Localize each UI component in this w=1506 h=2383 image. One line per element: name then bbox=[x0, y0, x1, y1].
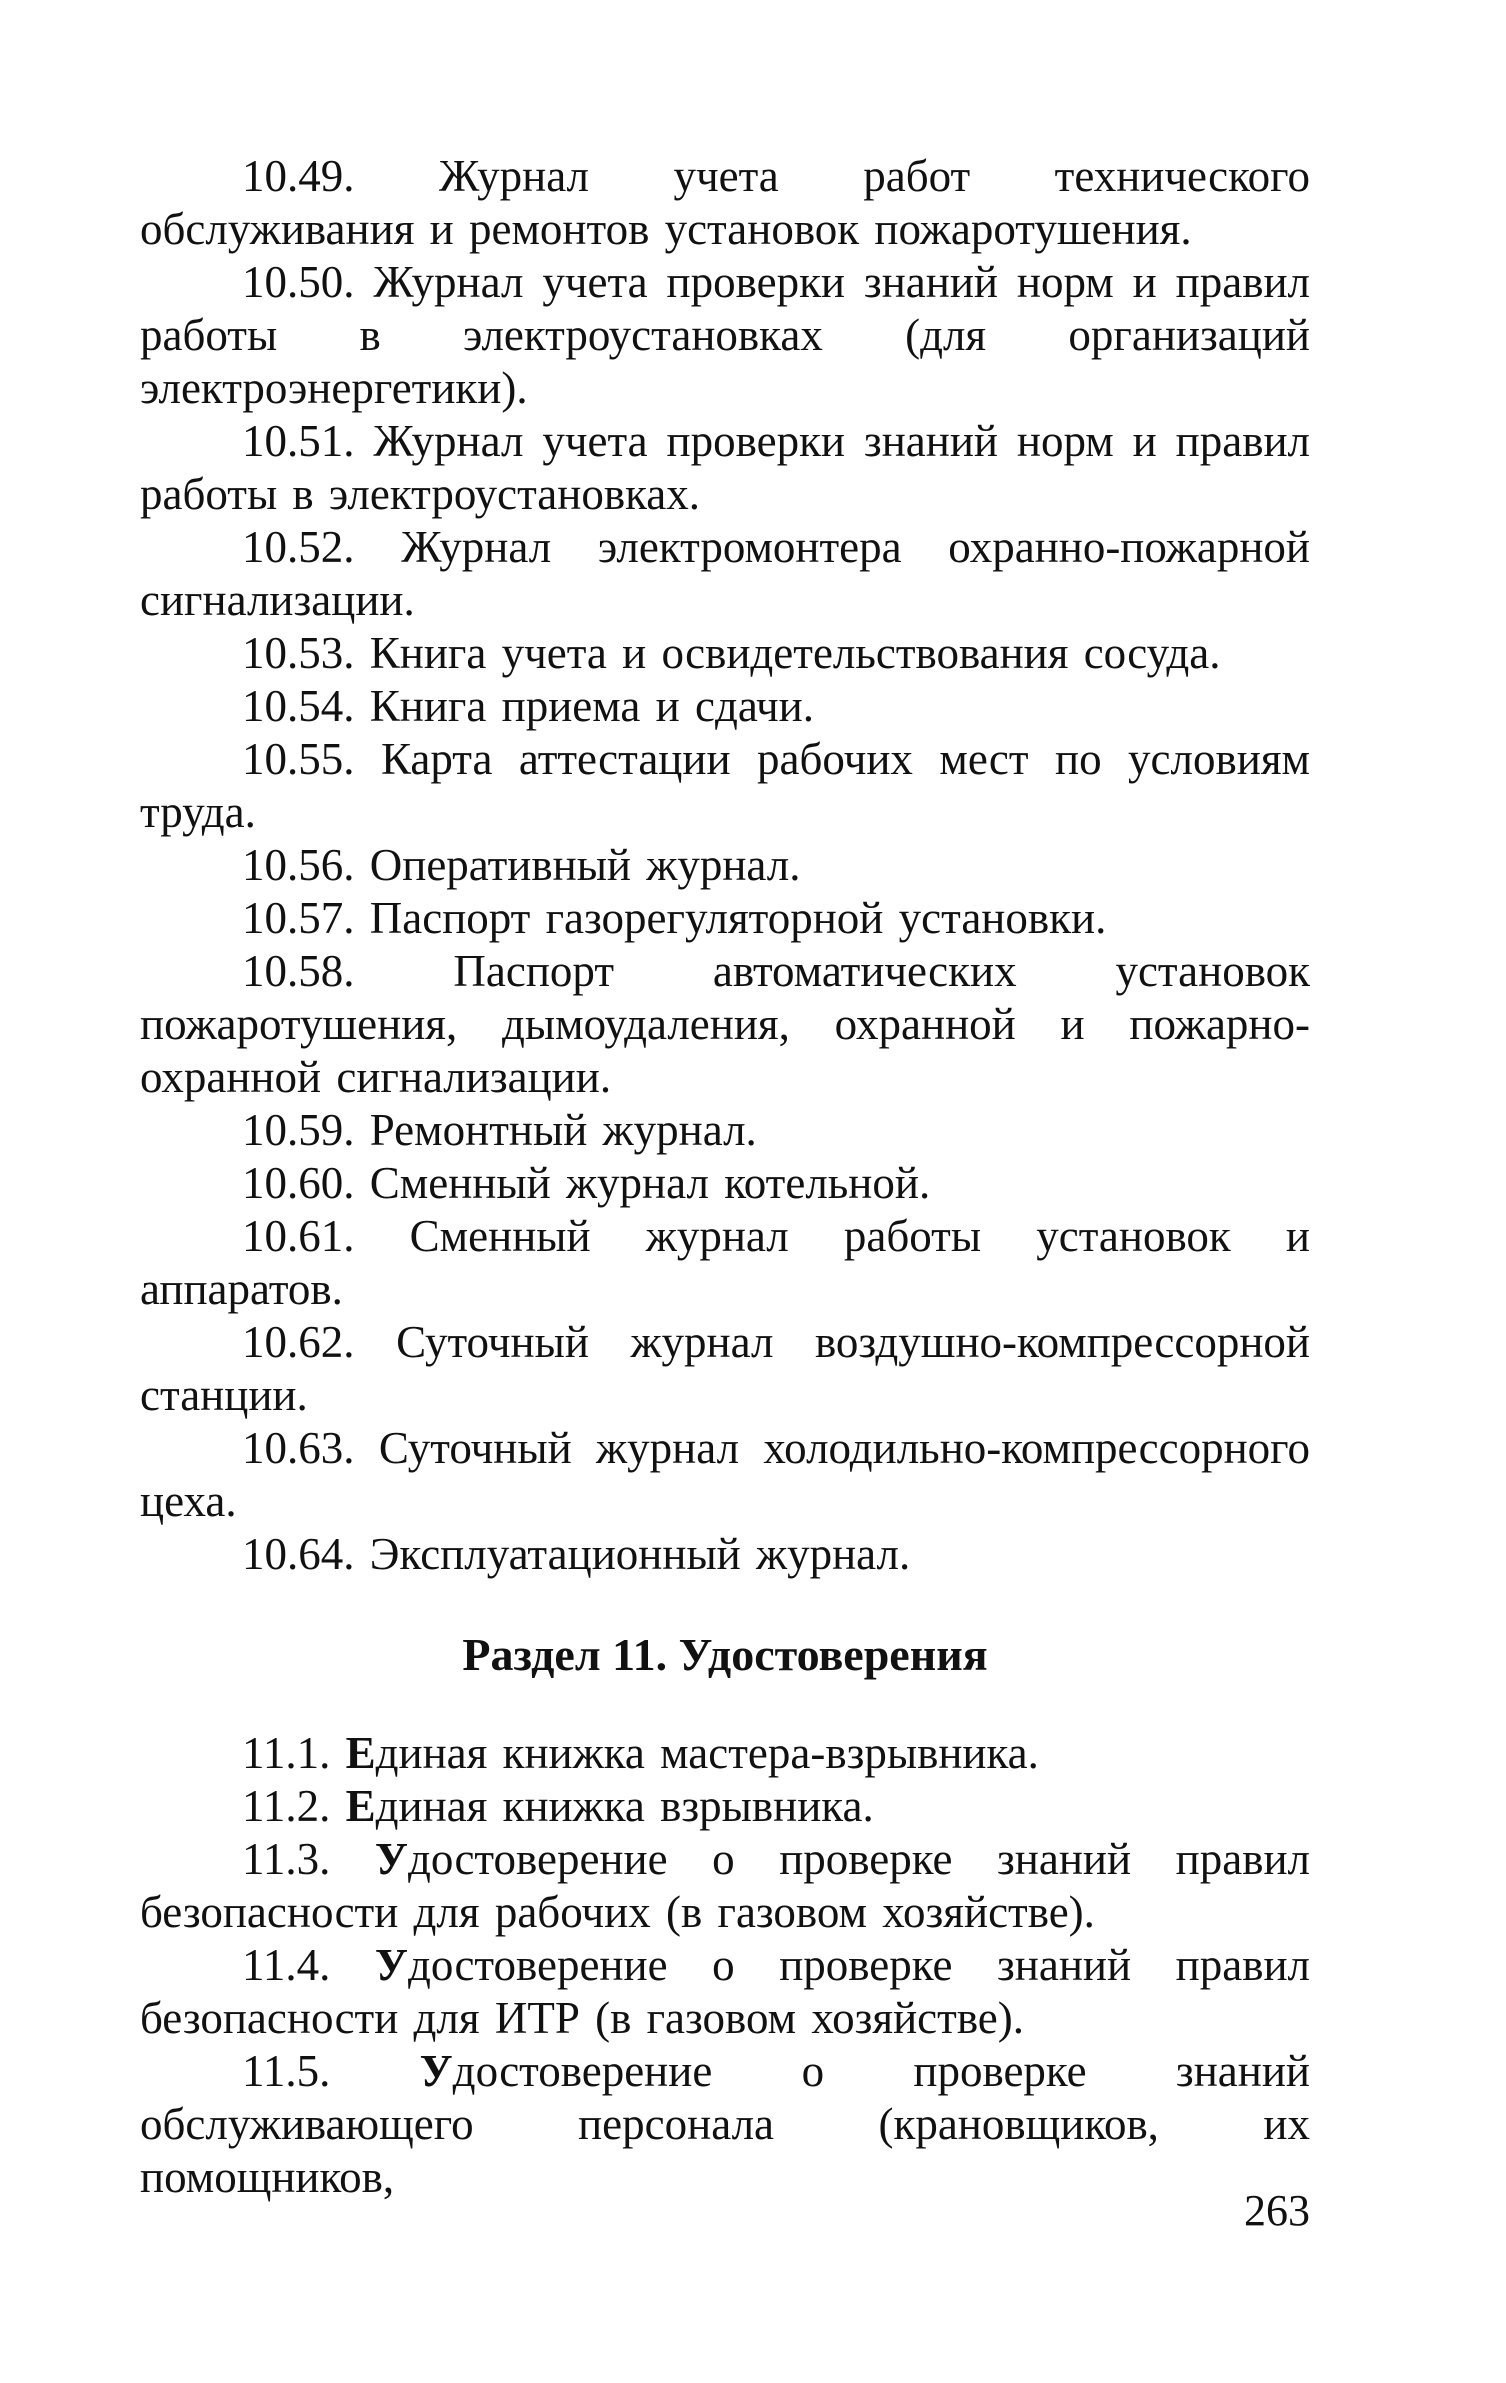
item-number: 11.5. bbox=[242, 2046, 331, 2096]
item-number: 11.3. bbox=[242, 1834, 331, 1884]
item-text: достоверение о проверке знаний правил безопасности для рабочих (в газовом хозяйстве). bbox=[140, 1834, 1310, 1937]
list-item bbox=[140, 680, 1310, 733]
section-heading: Раздел 11. Удостоверения bbox=[462, 1629, 988, 1680]
item-number: 10.64. bbox=[242, 1529, 355, 1579]
list-item bbox=[140, 1780, 1310, 1833]
item-number: 10.59. bbox=[242, 1105, 355, 1155]
item-text: Книга учета и освидетельствования сосуда. bbox=[369, 628, 1221, 678]
item-number: 10.52. bbox=[242, 522, 355, 572]
section-10-list bbox=[140, 150, 1310, 1581]
item-text: Эксплуатационный журнал. bbox=[369, 1529, 911, 1579]
item-text: Сменный журнал работы установок и аппаратов. bbox=[140, 1211, 1311, 1314]
list-item bbox=[140, 733, 1310, 839]
page-number: 263 bbox=[1244, 2186, 1310, 2235]
item-text: Журнал учета работ технического обслуживания и ремонтов установок пожаротушения. bbox=[140, 151, 1310, 254]
list-item bbox=[140, 1528, 1310, 1581]
item-lead-letter: У bbox=[419, 2046, 453, 2096]
list-item bbox=[140, 1833, 1310, 1939]
item-number: 10.49. bbox=[242, 151, 355, 201]
item-number: 11.4. bbox=[242, 1940, 331, 1990]
item-text: Карта аттестации рабочих мест по условиям труда. bbox=[140, 734, 1310, 837]
item-text: Суточный журнал холодильно-компрессорного цеха. bbox=[140, 1423, 1311, 1526]
list-item bbox=[140, 521, 1310, 627]
item-number: 11.1. bbox=[242, 1728, 331, 1778]
item-text: Журнал электромонтера охранно-пожарной сигнализации. bbox=[140, 522, 1311, 625]
item-lead-letter: У bbox=[374, 1834, 408, 1884]
item-text: диная книжка взрывника. bbox=[375, 1781, 874, 1831]
section-11-list bbox=[140, 1727, 1310, 2204]
list-item bbox=[140, 1727, 1310, 1780]
list-item bbox=[140, 415, 1310, 521]
item-number: 11.2. bbox=[242, 1781, 331, 1831]
item-text: Сменный журнал котельной. bbox=[369, 1158, 931, 1208]
item-number: 10.61. bbox=[242, 1211, 355, 1261]
item-number: 10.62. bbox=[242, 1317, 355, 1367]
list-item bbox=[140, 839, 1310, 892]
item-text: Ремонтный журнал. bbox=[369, 1105, 757, 1155]
item-text: Журнал учета проверки знаний норм и правил работы в электроустановках. bbox=[140, 416, 1311, 519]
item-number: 10.51. bbox=[242, 416, 355, 466]
list-item bbox=[140, 1104, 1310, 1157]
item-text: Оперативный журнал. bbox=[369, 840, 801, 890]
list-item bbox=[140, 892, 1310, 945]
item-text: Книга приема и сдачи. bbox=[369, 681, 814, 731]
item-text: Журнал учета проверки знаний норм и правил работы в электроустановках (для организаций электроэнергетики). bbox=[140, 257, 1311, 413]
item-text: диная книжка мастера-взрывника. bbox=[375, 1728, 1039, 1778]
item-lead-letter: Е bbox=[345, 1781, 376, 1831]
item-text: Паспорт газорегуляторной установки. bbox=[369, 893, 1107, 943]
list-item bbox=[140, 1422, 1310, 1528]
list-item bbox=[140, 945, 1310, 1104]
item-number: 10.60. bbox=[242, 1158, 355, 1208]
item-number: 10.54. bbox=[242, 681, 355, 731]
item-number: 10.53. bbox=[242, 628, 355, 678]
item-lead-letter: У bbox=[374, 1940, 408, 1990]
item-number: 10.57. bbox=[242, 893, 355, 943]
item-number: 10.63. bbox=[242, 1423, 355, 1473]
item-number: 10.56. bbox=[242, 840, 355, 890]
list-item bbox=[140, 627, 1310, 680]
item-text: достоверение о проверке знаний обслуживающего персонала (крановщиков, их помощников, bbox=[140, 2046, 1310, 2202]
list-item bbox=[140, 1210, 1310, 1316]
list-item bbox=[140, 256, 1310, 415]
item-number: 10.55. bbox=[242, 734, 355, 784]
list-item bbox=[140, 150, 1310, 256]
list-item bbox=[140, 1316, 1310, 1422]
page-body bbox=[140, 150, 1310, 2204]
item-number: 10.50. bbox=[242, 257, 355, 307]
list-item bbox=[140, 2045, 1310, 2204]
list-item bbox=[140, 1939, 1310, 2045]
item-lead-letter: Е bbox=[345, 1728, 376, 1778]
item-text: Суточный журнал воздушно-компрессорной станции. bbox=[140, 1317, 1310, 1420]
list-item bbox=[140, 1157, 1310, 1210]
item-number: 10.58. bbox=[242, 946, 355, 996]
item-text: Паспорт автоматических установок пожаротушения, дымоудаления, охранной и пожарно-охранной сигнализации. bbox=[140, 946, 1310, 1102]
item-text: достоверение о проверке знаний правил безопасности для ИТР (в газовом хозяйстве). bbox=[140, 1940, 1310, 2043]
